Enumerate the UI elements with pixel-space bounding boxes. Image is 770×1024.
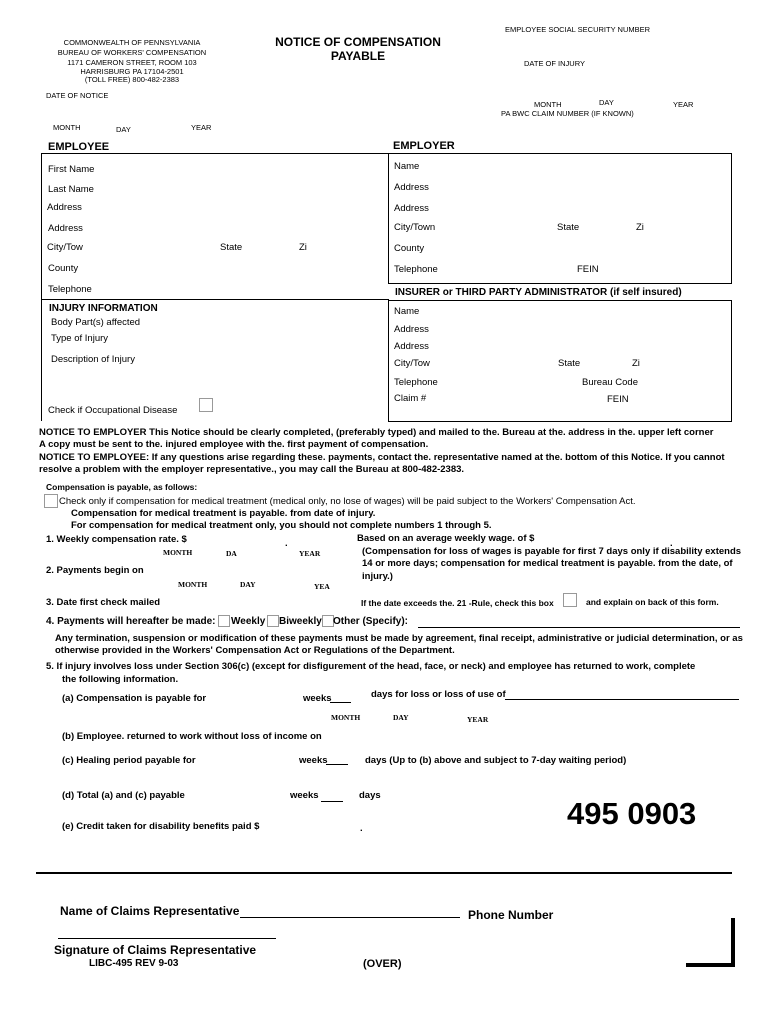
employee-county[interactable]: County	[48, 263, 79, 274]
item5e-label: (e) Credit taken for disability benefits paid $	[62, 821, 260, 832]
employee-telephone[interactable]: Telephone	[48, 284, 92, 295]
dot-mark: .	[285, 538, 288, 549]
item1-based-label: Based on an average weekly wage. of $	[357, 533, 535, 544]
item3-label: 3. Date first check mailed	[46, 597, 161, 608]
divider	[41, 299, 388, 300]
claims-rep-name-line[interactable]	[240, 917, 460, 918]
insurer-bureau-code[interactable]: Bureau Code	[582, 377, 638, 388]
page-title	[255, 35, 461, 63]
employer-name[interactable]: Name	[394, 161, 420, 172]
insurer-telephone[interactable]: Telephone	[394, 377, 438, 388]
employer-county[interactable]: County	[394, 243, 425, 254]
other-label: Other (Specify):	[333, 616, 409, 627]
corner-mark	[686, 963, 735, 967]
item5a-weeks-label: weeks	[303, 693, 332, 704]
occupational-disease-label: Check if Occupational Disease	[48, 405, 178, 416]
notice-employee-2: resolve a problem with the employer representative., you may call the Bureau at 800-482-2383.	[39, 464, 465, 475]
employee-address-2[interactable]: Address	[48, 223, 83, 234]
weekly-checkbox[interactable]	[218, 615, 230, 627]
corner-mark	[731, 918, 735, 967]
injury-description[interactable]: Description of Injury	[51, 354, 135, 365]
insurer-address-2[interactable]: Address	[394, 341, 429, 352]
item1-day-label: DA	[226, 549, 237, 558]
title-line: NOTICE OF COMPENSATION	[275, 35, 441, 49]
agency-block	[52, 38, 212, 84]
item1-label: 1. Weekly compensation rate. $	[46, 534, 187, 545]
insurer-state[interactable]: State	[558, 358, 581, 369]
injury-heading: INJURY INFORMATION	[49, 303, 158, 314]
insurer-heading: INSURER or THIRD PARTY ADMINISTRATOR (if self insured)	[395, 287, 682, 298]
dot-mark: .	[360, 823, 363, 834]
employee-city[interactable]: City/Tow	[47, 242, 83, 253]
termination-2: otherwise provided in the Workers' Compensation Act or Regulations of the Department.	[55, 645, 455, 656]
agency-line: HARRISBURG PA 17104-2501	[80, 67, 184, 76]
item5b-day-label: DAY	[393, 713, 409, 722]
injury-type[interactable]: Type of Injury	[51, 333, 109, 344]
employer-state[interactable]: State	[557, 222, 580, 233]
injury-month-label: MONTH	[534, 100, 562, 109]
termination-1: Any termination, suspension or modification of these payments must be made by agreement, final receipt, administrative or judicial determination, or as	[55, 633, 743, 644]
employee-last-name[interactable]: Last Name	[48, 184, 94, 195]
item1-note-2: 14 or more days; compensation for medical treatment is payable. from the date, of	[362, 558, 733, 569]
item5b-year-label: YEAR	[467, 715, 489, 724]
agency-line: BUREAU OF WORKERS' COMPENSATION	[57, 48, 207, 57]
item3-explain-label: and explain on back of this form.	[586, 597, 719, 607]
item5c-weeks-line[interactable]	[326, 764, 348, 765]
employee-first-name[interactable]: First Name	[48, 164, 95, 175]
employer-fein[interactable]: FEIN	[577, 264, 599, 275]
notice-year-label: YEAR	[191, 123, 212, 132]
item5a-label: (a) Compensation is payable for	[62, 693, 207, 704]
agency-line: 1171 CAMERON STREET, ROOM 103	[67, 58, 197, 67]
notice-day-label: DAY	[116, 125, 131, 134]
item3-rule-label: If the date exceeds the. 21 -Rule, check this box	[361, 598, 554, 608]
signature-line[interactable]	[58, 938, 276, 939]
item1-month-label: MONTH	[163, 548, 193, 557]
weekly-label: Weekly	[231, 616, 266, 627]
phone-number-label: Phone Number	[468, 908, 554, 922]
insurer-claim[interactable]: Claim #	[394, 393, 427, 404]
item5a-loss-line[interactable]	[505, 699, 739, 700]
occupational-disease-checkbox[interactable]	[199, 398, 213, 412]
insurer-zip[interactable]: Zi	[632, 358, 640, 369]
employer-heading: EMPLOYER	[393, 140, 455, 152]
medical-payable-text: Compensation for medical treatment is payable. from date of injury.	[71, 508, 376, 519]
item5d-label: (d) Total (a) and (c) payable	[62, 790, 185, 801]
insurer-city[interactable]: City/Tow	[394, 358, 430, 369]
employer-address-1[interactable]: Address	[394, 182, 429, 193]
item5d-days-label: days	[359, 790, 381, 801]
item1-note-1: (Compensation for loss of wages is payable for first 7 days only if disability extends	[362, 546, 742, 557]
ssn-label: EMPLOYEE SOCIAL SECURITY NUMBER	[505, 25, 651, 34]
injury-body-parts[interactable]: Body Part(s) affected	[51, 317, 141, 328]
agency-line: (TOLL FREE) 800-482-2383	[84, 75, 180, 84]
over-label: (OVER)	[363, 958, 402, 970]
item5c-days-label: days (Up to (b) above and subject to 7-day waiting period)	[365, 755, 627, 766]
title-line: PAYABLE	[330, 49, 386, 63]
notice-month-label: MONTH	[53, 123, 81, 132]
item5a-weeks-line[interactable]	[330, 702, 351, 703]
item5a-days-label: days for loss or loss of use of	[371, 689, 506, 700]
injury-day-label: DAY	[599, 98, 614, 107]
item5b-month-label: MONTH	[331, 713, 361, 722]
item1-note-3: injury.)	[362, 571, 393, 582]
notice-employee-1: NOTICE TO EMPLOYEE: If any questions arise regarding these. payments, contact the. representative named at the. bottom of this Notice. If you cannot	[39, 452, 725, 463]
insurer-fein[interactable]: FEIN	[607, 394, 629, 405]
insurer-name[interactable]: Name	[394, 306, 420, 317]
item5d-weeks-label: weeks	[290, 790, 319, 801]
item2-year-label: YEA	[314, 582, 330, 591]
injury-year-label: YEAR	[673, 100, 694, 109]
date-of-notice-label: DATE OF NOTICE	[46, 91, 109, 100]
other-specify-line[interactable]	[418, 627, 740, 628]
agency-line: COMMONWEALTH OF PENNSYLVANIA	[63, 38, 201, 47]
form-number: 495 0903	[567, 796, 697, 831]
notice-employer-1: NOTICE TO EMPLOYER This Notice should be clearly completed, (preferably typed) and mailed to the. Bureau at the. address in the. upper left corner	[39, 427, 714, 438]
item5-line-2: the following information.	[62, 674, 179, 685]
item2-day-label: DAY	[240, 580, 256, 589]
employee-address-1[interactable]: Address	[47, 202, 82, 213]
item5b-label: (b) Employee. returned to work without loss of income on	[62, 731, 322, 742]
insurer-address-1[interactable]: Address	[394, 324, 429, 335]
medical-only-label: Check only if compensation for medical treatment (medical only, no lose of wages) will be paid subject to the Workers' Compensation Act.	[59, 496, 636, 507]
date-of-injury-label: DATE OF INJURY	[524, 59, 585, 68]
employer-box	[388, 153, 732, 284]
footer-divider	[36, 872, 732, 874]
item5-line-1: 5. If injury involves loss under Section 306(c) (except for disfigurement of the head, face, or neck) and employee has returned to work, complete	[46, 661, 696, 672]
employee-heading: EMPLOYEE	[48, 141, 110, 153]
form-id: LIBC-495 REV 9-03	[89, 958, 179, 969]
employer-zip[interactable]: Zi	[636, 222, 644, 233]
item2-label: 2. Payments begin on	[46, 565, 144, 576]
dot-mark: .	[670, 538, 673, 549]
employee-zip[interactable]: Zi	[299, 242, 307, 253]
employer-telephone[interactable]: Telephone	[394, 264, 438, 275]
signature-label: Signature of Claims Representative	[54, 943, 257, 957]
item1-year-label: YEAR	[299, 549, 321, 558]
notice-employer-2: A copy must be sent to the. injured employee with the. first payment of compensation.	[39, 439, 429, 450]
claims-rep-name-label: Name of Claims Representative	[60, 904, 240, 918]
medical-only-checkbox[interactable]	[44, 494, 58, 508]
medical-no-complete-text: For compensation for medical treatment only, you should not complete numbers 1 through 5.	[71, 520, 492, 531]
item5d-weeks-line[interactable]	[321, 801, 343, 802]
comp-payable-heading: Compensation is payable, as follows:	[46, 482, 198, 492]
rule-21-checkbox[interactable]	[563, 593, 577, 607]
employer-city[interactable]: City/Town	[394, 222, 436, 233]
item5c-label: (c) Healing period payable for	[62, 755, 196, 766]
item4-label: 4. Payments will hereafter be made:	[46, 616, 216, 627]
claim-number-label: PA BWC CLAIM NUMBER (IF KNOWN)	[501, 109, 634, 118]
item2-month-label: MONTH	[178, 580, 208, 589]
employer-address-2[interactable]: Address	[394, 203, 429, 214]
employee-state[interactable]: State	[220, 242, 243, 253]
biweekly-checkbox[interactable]	[267, 615, 279, 627]
biweekly-label: Biweekly	[279, 616, 322, 627]
item5c-weeks-label: weeks	[299, 755, 328, 766]
